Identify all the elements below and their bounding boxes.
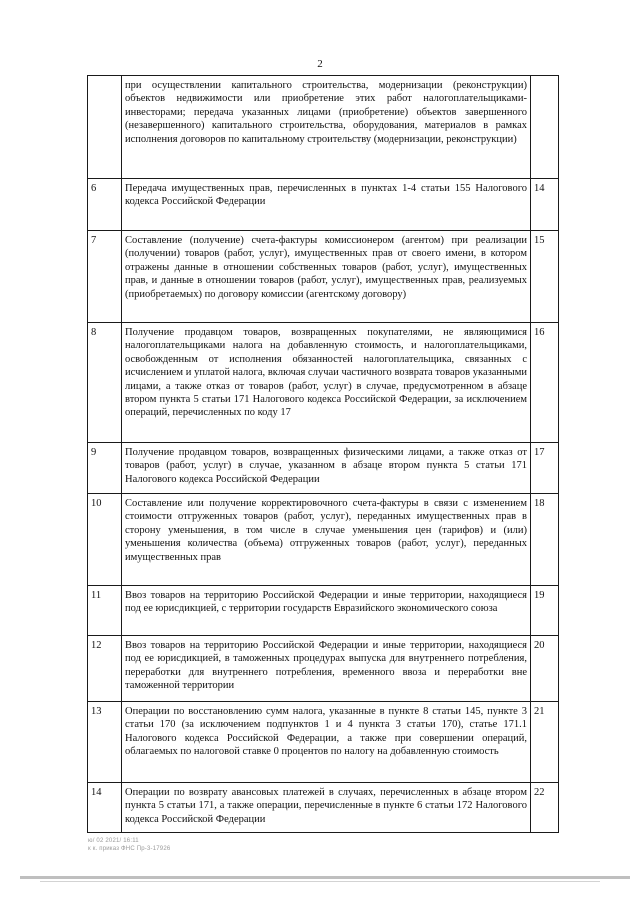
row-code-cell: 22 bbox=[531, 783, 559, 833]
table-row bbox=[88, 443, 559, 494]
row-description-cell: Получение продавцом товаров, возвращенных покупателями, не являющимися налогоплательщиками налога на добавленную стоимость, и налогоплательщиками, освобожденным от исполнения обязанностей налогоплательщика, связанных с исчислением и уплатой налога, включая случаи частичного возврата товаров указанными лицами, а также отказ от товаров (работ, услуг) в случае, предусмотренном в абзаце втором пункта 5 статьи 171 Налогового кодекса Российской Федерации, за исключением операций, перечисленных по коду 17 bbox=[122, 323, 531, 443]
row-description-cell: Составление (получение) счета-фактуры комиссионером (агентом) при реализации (получении) товаров (работ, услуг), имущественных прав от своего имени, в котором отражены данные в отношении собственных товаров (работ, услуг), имущественных прав, и данные в отношении товаров (работ, услуг), имущественных прав, реализуемых (приобретаемых) по договору комиссии (агентскому договору) bbox=[122, 231, 531, 323]
row-number-cell: 12 bbox=[88, 636, 122, 702]
footer-stamp-line-1: ю/ 02 2021/ 16:11 bbox=[88, 838, 139, 844]
row-number-cell bbox=[88, 76, 122, 179]
table-row bbox=[88, 702, 559, 783]
row-description-cell: Операции по восстановлению сумм налога, указанные в пункте 8 статьи 145, пункте 3 статьи 170 (за исключением подпунктов 1 и 4 пункта 3 статьи 170), статье 171.1 Налогового кодекса Российской Федерации, а также при совершении операций, облагаемых по налоговой ставке 0 процентов по налогу на добавленную стоимость bbox=[122, 702, 531, 783]
table-row bbox=[88, 494, 559, 586]
operation-codes-table bbox=[87, 75, 559, 833]
row-description-cell: Получение продавцом товаров, возвращенных физическими лицами, а также отказ от товаров (работ, услуг) в случае, указанном в абзаце втором пункта 5 статьи 171 Налогового кодекса Российской Федерации bbox=[122, 443, 531, 494]
row-code-cell: 21 bbox=[531, 702, 559, 783]
row-description-cell: Передача имущественных прав, перечисленных в пунктах 1-4 статьи 155 Налогового кодекса Российской Федерации bbox=[122, 179, 531, 231]
row-description-cell: Ввоз товаров на территорию Российской Федерации и иные территории, находящиеся под ее юрисдикцией, с территории государств Евразийского экономического союза bbox=[122, 586, 531, 636]
row-code-cell: 18 bbox=[531, 494, 559, 586]
row-code-cell: 19 bbox=[531, 586, 559, 636]
scan-artifact-line bbox=[40, 881, 600, 882]
page-number: 2 bbox=[317, 58, 323, 70]
row-code-cell: 15 bbox=[531, 231, 559, 323]
row-number-cell: 9 bbox=[88, 443, 122, 494]
row-description-cell: при осуществлении капитального строительства, модернизации (реконструкции) объектов недвижимости или приобретение этих работ налогоплательщиками-инвесторами; передача указанных лицами (приобретение) объектов завершенного (незавершенного) капитального строительства, оборудования, материалов в рамках исполнения договоров по капитальному строительству (модернизации, реконструкции) bbox=[122, 76, 531, 179]
row-number-cell: 7 bbox=[88, 231, 122, 323]
row-number-cell: 11 bbox=[88, 586, 122, 636]
row-number-cell: 14 bbox=[88, 783, 122, 833]
row-number-cell: 8 bbox=[88, 323, 122, 443]
table-row bbox=[88, 783, 559, 833]
row-description-cell: Ввоз товаров на территорию Российской Федерации и иные территории, находящиеся под ее юрисдикцией, в таможенных процедурах выпуска для внутреннего потребления, переработки для внутреннего потребления, временного ввоза и переработки вне таможенной территории bbox=[122, 636, 531, 702]
table-row bbox=[88, 323, 559, 443]
row-number-cell: 13 bbox=[88, 702, 122, 783]
table-row bbox=[88, 76, 559, 179]
table-row bbox=[88, 586, 559, 636]
row-code-cell: 14 bbox=[531, 179, 559, 231]
row-code-cell bbox=[531, 76, 559, 179]
row-code-cell: 16 bbox=[531, 323, 559, 443]
table-row bbox=[88, 231, 559, 323]
scan-artifact-line bbox=[20, 876, 630, 879]
row-description-cell: Составление или получение корректировочного счета-фактуры в связи с изменением стоимости отгруженных товаров (работ, услуг), переданных имущественных прав в сторону уменьшения, в том числе в случае уменьшения цен (тарифов) и (или) уменьшения количества (объема) отгруженных товаров (работ, услуг), переданных имущественных прав bbox=[122, 494, 531, 586]
row-number-cell: 6 bbox=[88, 179, 122, 231]
row-code-cell: 17 bbox=[531, 443, 559, 494]
footer-stamp-line-2: к к. приказ ФНС Пр-3-17926 bbox=[88, 846, 171, 852]
table-row bbox=[88, 636, 559, 702]
row-number-cell: 10 bbox=[88, 494, 122, 586]
row-description-cell: Операции по возврату авансовых платежей в случаях, перечисленных в абзаце втором пункта 5 статьи 171, а также операции, перечисленные в пункте 6 статьи 172 Налогового кодекса Российской Федерации bbox=[122, 783, 531, 833]
table-row bbox=[88, 179, 559, 231]
row-code-cell: 20 bbox=[531, 636, 559, 702]
